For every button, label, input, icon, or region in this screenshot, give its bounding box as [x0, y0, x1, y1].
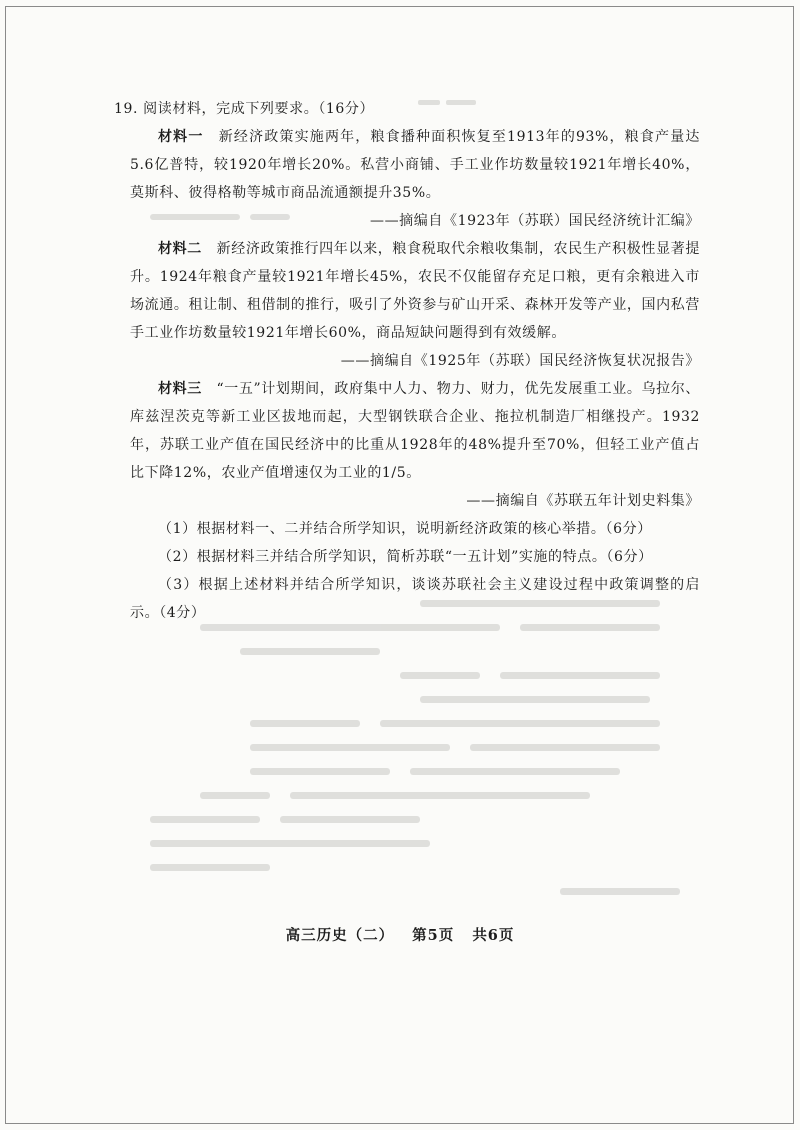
material-3-source: ——摘编自《苏联五年计划史料集》 [466, 493, 700, 509]
question-content [114, 95, 700, 627]
material-3-text: “一五”计划期间，政府集中人力、物力、财力，优先发展重工业。乌拉尔、库兹涅茨克等新工业区拔地而起，大型钢铁联合企业、拖拉机制造厂相继投产。1932年，苏联工业产值在国民经济中的比重从1928年的48%提升至70%，但轻工业产值占比下降12%，农业产值增速仅为工业的1/5。 [130, 381, 700, 481]
subquestion-2: （2）根据材料三并结合所学知识，简析苏联“一五计划”实施的特点。（6分） [158, 549, 653, 565]
subquestion-3: （3）根据上述材料并结合所学知识，谈谈苏联社会主义建设过程中政策调整的启示。（4分） [130, 577, 700, 621]
material-2-text: 新经济政策推行四年以来，粮食税取代余粮收集制，农民生产积极性显著提升。1924年粮食产量较1921年增长45%，农民不仅能留存充足口粮，更有余粮进入市场流通。租让制、租借制的推行，吸引了外资参与矿山开采、森林开发等产业，国内私营手工业作坊数量较1921年增长60%，商品短缺问题得到有效缓解。 [130, 241, 700, 341]
footer-total: 共6页 [472, 927, 515, 944]
material-2 [130, 235, 700, 347]
footer-page: 第5页 [412, 927, 455, 944]
question-title: 19. 阅读材料，完成下列要求。（16分） [114, 101, 375, 117]
footer-subject: 高三历史（二） [285, 927, 395, 944]
material-1 [130, 123, 700, 207]
page-footer [0, 924, 800, 945]
material-1-text: 新经济政策实施两年，粮食播种面积恢复至1913年的93%，粮食产量达5.6亿普特，较1920年增长20%。私营小商铺、手工业作坊数量较1921年增长40%，莫斯科、彼得格勒等城市商品流通额提升35%。 [130, 129, 700, 201]
material-3-label: 材料三 [158, 381, 202, 397]
material-2-source: ——摘编自《1925年（苏联）国民经济恢复状况报告》 [340, 353, 700, 369]
material-2-label: 材料二 [158, 241, 202, 257]
material-1-label: 材料一 [158, 129, 204, 145]
material-1-source: ——摘编自《1923年（苏联）国民经济统计汇编》 [369, 213, 700, 229]
subquestion-1: （1）根据材料一、二并结合所学知识，说明新经济政策的核心举措。（6分） [158, 521, 652, 537]
material-3 [130, 375, 700, 487]
